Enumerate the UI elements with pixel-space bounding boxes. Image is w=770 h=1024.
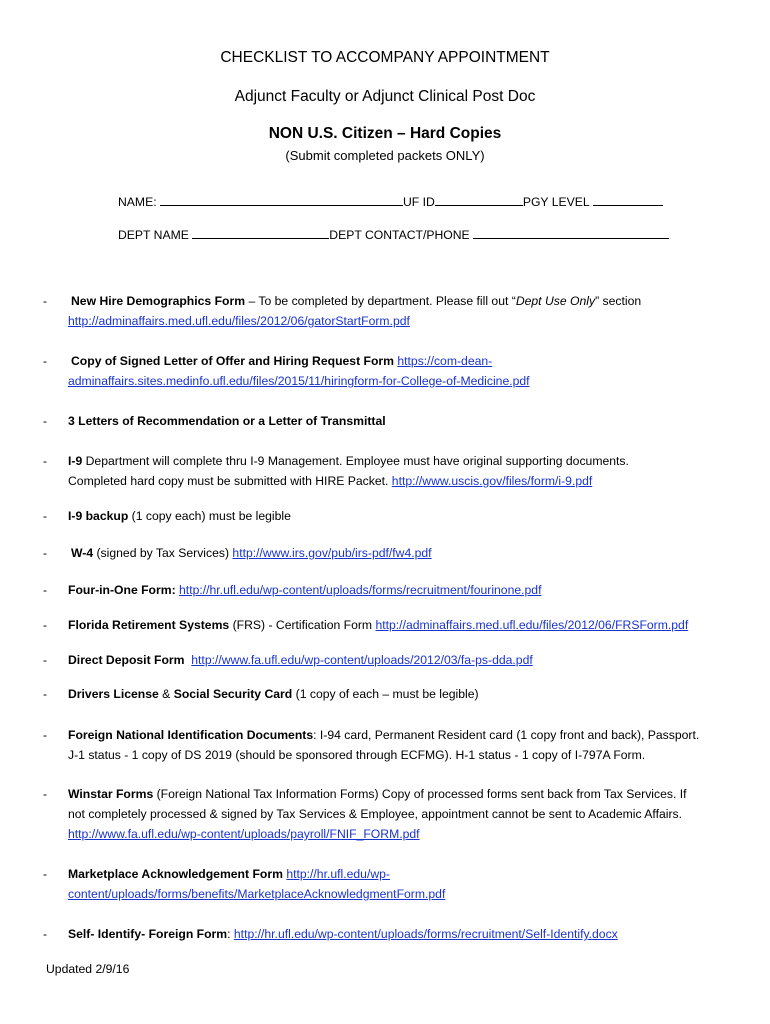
item-content xyxy=(68,725,728,765)
item-content xyxy=(68,650,728,670)
fnif-form-link[interactable]: http://www.fa.ufl.edu/wp-content/uploads/payroll/FNIF_FORM.pdf xyxy=(68,827,420,841)
ufid-label: UF ID xyxy=(403,195,435,209)
item-content xyxy=(68,615,728,635)
page-subtitle: Adjunct Faculty or Adjunct Clinical Post Doc xyxy=(234,88,536,105)
dept-contact-label: DEPT CONTACT/PHONE xyxy=(329,228,470,242)
item-label: Winstar Forms xyxy=(68,787,154,801)
item-label: Florida Retirement Systems xyxy=(68,618,230,632)
bullet-dash: - xyxy=(43,583,48,597)
submission-note: (Submit completed packets ONLY) xyxy=(285,148,485,163)
bullet-dash: - xyxy=(43,687,48,701)
bullet-dash: - xyxy=(43,414,48,428)
self-identify-form-link[interactable]: http://hr.ufl.edu/wp-content/uploads/forms/recruitment/Self-Identify.docx xyxy=(233,927,618,941)
hiring-form-link-line2[interactable]: adminaffairs.sites.medinfo.ufl.edu/files/2015/11/hiringform-for-College-of-Medicine.pdf xyxy=(68,374,530,388)
item-content xyxy=(68,684,728,704)
item-content xyxy=(68,411,728,431)
dept-name-field[interactable] xyxy=(192,226,329,239)
item-content xyxy=(68,864,728,904)
w4-form-link[interactable]: http://www.irs.gov/pub/irs-pdf/fw4.pdf xyxy=(232,546,432,560)
ufid-field[interactable] xyxy=(435,193,523,206)
marketplace-form-link-line2[interactable]: content/uploads/forms/benefits/MarketplaceAcknowledgmentForm.pdf xyxy=(68,887,446,901)
hiring-form-link-line1[interactable]: https://com-dean- xyxy=(397,354,493,368)
item-text: ” section xyxy=(595,294,642,308)
updated-date: Updated 2/9/16 xyxy=(46,962,130,976)
item-text-emphasis: Dept Use Only xyxy=(515,294,596,308)
bullet-dash: - xyxy=(43,454,48,468)
item-content xyxy=(68,506,728,526)
item-text: (1 copy of each – must be legible) xyxy=(292,687,479,701)
page-title: CHECKLIST TO ACCOMPANY APPOINTMENT xyxy=(220,49,550,66)
item-label: Foreign National Identification Documents xyxy=(68,728,314,742)
item-content xyxy=(68,580,728,600)
dept-contact-field[interactable] xyxy=(473,226,669,239)
marketplace-form-link-line1[interactable]: http://hr.ufl.edu/wp- xyxy=(286,867,390,881)
gator-start-form-link[interactable]: http://adminaffairs.med.ufl.edu/files/2012/06/gatorStartForm.pdf xyxy=(68,314,410,328)
item-content xyxy=(68,451,728,491)
direct-deposit-form-link[interactable]: http://www.fa.ufl.edu/wp-content/uploads/2012/03/fa-ps-dda.pdf xyxy=(191,653,533,667)
bullet-dash: - xyxy=(43,294,48,308)
frs-form-link[interactable]: http://adminaffairs.med.ufl.edu/files/2012/06/FRSForm.pdf xyxy=(375,618,689,632)
i9-form-link[interactable]: http://www.uscis.gov/files/form/i-9.pdf xyxy=(391,474,593,488)
item-text: Department will complete thru I-9 Management. Employee must have original supporting documents. xyxy=(82,454,629,468)
four-in-one-form-link[interactable]: http://hr.ufl.edu/wp-content/uploads/forms/recruitment/fourinone.pdf xyxy=(179,583,542,597)
pgy-level-label: PGY LEVEL xyxy=(522,195,590,209)
category-heading: NON U.S. Citizen – Hard Copies xyxy=(268,125,502,142)
item-text: Completed hard copy must be submitted with HIRE Packet. xyxy=(68,474,392,488)
item-label: W-4 xyxy=(71,546,94,560)
item-text: (1 copy each) must be legible xyxy=(128,509,291,523)
name-ufid-pgy-row xyxy=(118,193,663,209)
item-text: & xyxy=(158,687,174,701)
item-text: (FRS) - Certification Form xyxy=(229,618,376,632)
item-label: Four-in-One Form: xyxy=(68,583,176,597)
item-content xyxy=(68,543,728,563)
item-label: Drivers License xyxy=(68,687,159,701)
item-text: (signed by Tax Services) xyxy=(93,546,233,560)
item-content xyxy=(68,784,728,844)
item-content xyxy=(68,924,728,944)
bullet-dash: - xyxy=(43,653,48,667)
bullet-dash: - xyxy=(43,546,48,560)
bullet-dash: - xyxy=(43,728,48,742)
item-label: Self- Identify- Foreign Form xyxy=(68,927,228,941)
pgy-level-field[interactable] xyxy=(593,193,663,206)
item-label: Direct Deposit Form xyxy=(68,653,185,667)
bullet-dash: - xyxy=(43,927,48,941)
item-label: I-9 xyxy=(68,454,83,468)
item-text: – To be completed by department. Please fill out “ xyxy=(245,294,516,308)
bullet-dash: - xyxy=(43,867,48,881)
item-content xyxy=(68,351,728,391)
item-label: Copy of Signed Letter of Offer and Hiring Request Form xyxy=(71,354,394,368)
item-text: J-1 status - 1 copy of DS 2019 (should be sponsored through ECFMG). H-1 status - 1 copy of I-797A Form. xyxy=(68,748,646,762)
bullet-dash: - xyxy=(43,787,48,801)
item-text: : xyxy=(227,927,234,941)
name-field[interactable] xyxy=(160,193,403,206)
bullet-dash: - xyxy=(43,618,48,632)
dept-name-label: DEPT NAME xyxy=(118,228,189,242)
item-content xyxy=(68,291,728,331)
item-text: (Foreign National Tax Information Forms) Copy of processed forms sent back from Tax Services. If xyxy=(153,787,687,801)
item-text: not completely processed & signed by Tax Services & Employee, appointment cannot be sent to Academic Affairs. xyxy=(68,807,683,821)
name-label: NAME: xyxy=(118,195,157,209)
bullet-dash: - xyxy=(43,354,48,368)
bullet-dash: - xyxy=(43,509,48,523)
item-label: New Hire Demographics Form xyxy=(71,294,246,308)
item-label: Marketplace Acknowledgement Form xyxy=(68,867,283,881)
item-label: 3 Letters of Recommendation or a Letter of Transmittal xyxy=(68,414,386,428)
dept-row xyxy=(118,226,669,242)
item-label: I-9 backup xyxy=(68,509,129,523)
item-label: Social Security Card xyxy=(173,687,293,701)
item-text: : I-94 card, Permanent Resident card (1 copy front and back), Passport. xyxy=(313,728,700,742)
